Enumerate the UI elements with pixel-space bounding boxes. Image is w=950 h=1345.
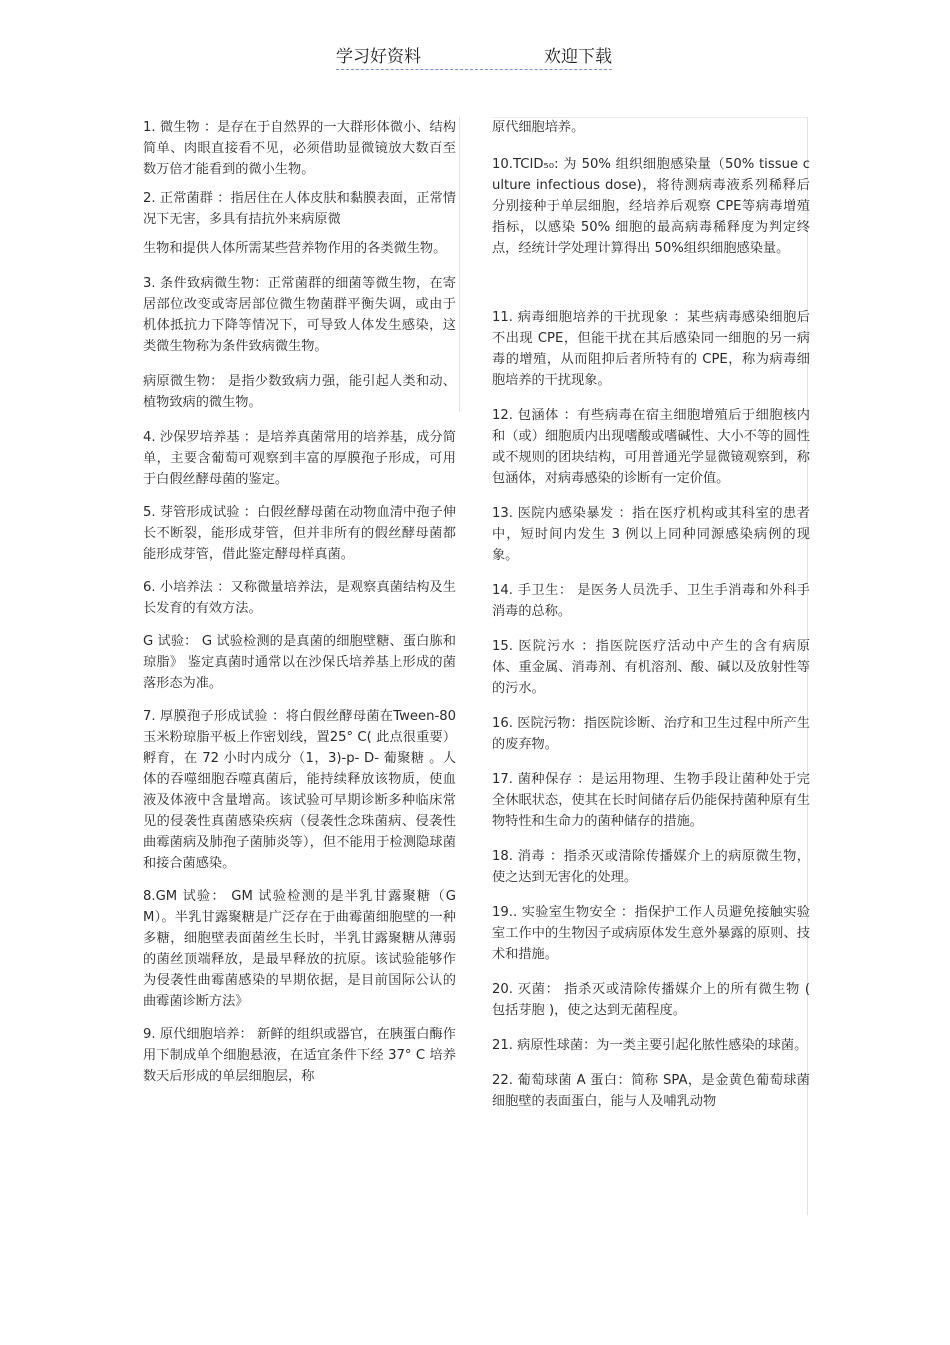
entry-6-microculture: 6. 小培养法 ：又称微量培养法，是观察真菌结构及生长发育的有效方法。	[143, 580, 456, 616]
entry-2-normal-flora-cont: 生物和提供人体所需某些营养物作用的各类微生物。	[143, 241, 447, 256]
entry-18-disinfection: 18. 消毒 ：指杀灭或清除传播媒介上的病原微生物，使之达到无害化的处理。	[492, 849, 810, 885]
entry-g-test: G 试验： G 试验检测的是真菌的细胞壁糖、蛋白胨和琼脂》 鉴定真菌时通常以在沙保氏培养基上形成的菌落形态为准。	[143, 634, 456, 691]
entry-9-primary-culture-cont: 原代细胞培养。	[492, 120, 585, 135]
header-left-text: 学习好资料	[336, 47, 421, 67]
entry-13-nosocomial-outbreak: 13. 医院内感染暴发 ：指在医疗机构或其科室的患者中，短时间内发生 3 例以上同种同源感染病例的现象。	[492, 506, 810, 563]
entry-5-germ-tube-test: 5. 芽管形成试验 ：白假丝酵母菌在动物血清中孢子伸长不断裂，能形成芽管，但并非所有的假丝酵母菌都能形成芽管，借此鉴定酵母样真菌。	[143, 505, 456, 562]
entry-19-lab-biosafety: 19.. 实验室生物安全 ：指保护工作人员避免接触实验室工作中的生物因子或病原体发生意外暴露的原则、技术和措施。	[492, 905, 810, 962]
entry-12-inclusion-body: 12. 包涵体 ：有些病毒在宿主细胞增殖后于细胞核内和（或）细胞质内出现嗜酸或嗜碱性、大小不等的圆性或不规则的团块结构，可用普通光学显微镜观察到，称包涵体，对病毒感染的诊断有一定价值。	[492, 408, 810, 486]
entry-17-strain-preservation: 17. 菌种保存 ：是运用物理、生物手段让菌种处于完全休眠状态，使其在长时间储存后仍能保持菌种原有生物特性和生命力的菌种储存的措施。	[492, 772, 810, 829]
entry-10-tcid50: 10.TCID₅₀: 为 50% 组织细胞感染量（50% tissue culture infectious dose)，将待测病毒液系列稀释后分别接种于单层细胞，经培养后观察 CPE等病毒增殖指标，以感染 50% 细胞的最高病毒稀释度为判定终点，经统计学处理计算得出 50%组织细胞感染量。	[492, 157, 810, 256]
left-column-border	[459, 117, 460, 412]
left-column	[143, 117, 456, 1087]
entry-14-hand-hygiene: 14. 手卫生： 是医务人员洗手、卫生手消毒和外科手消毒的总称。	[492, 583, 810, 619]
entry-15-hospital-sewage: 15. 医院污水 ：指医院医疗活动中产生的含有病原体、重金属、消毒剂、有机溶剂、酸、碱以及放射性等的污水。	[492, 639, 810, 696]
entry-11-interference: 11. 病毒细胞培养的干扰现象 ：某些病毒感染细胞后不出现 CPE，但能干扰在其后感染同一细胞的另一病毒的增殖，从而阻抑后者所特有的 CPE，称为病毒细胞培养的干扰现象。	[492, 310, 810, 388]
entry-16-hospital-waste: 16. 医院污物：指医院诊断、治疗和卫生过程中所产生的废弃物。	[492, 716, 810, 752]
entry-21-pyogenic-cocci: 21. 病原性球菌：为一类主要引起化脓性感染的球菌。	[492, 1038, 808, 1053]
entry-8-gm-test: 8.GM 试验： GM 试验检测的是半乳甘露聚糖（GM）。半乳甘露聚糖是广泛存在于曲霉菌细胞壁的一种多糖，细胞壁表面菌丝生长时，半乳甘露聚糖从薄弱的菌丝顶端释放，是最早释放的抗原。该试验能够作为侵袭性曲霉菌感染的早期依据，是目前国际公认的曲霉菌诊断方法》	[143, 889, 456, 1009]
page-header	[336, 42, 612, 70]
entry-4-sabouraud-medium: 4. 沙保罗培养基 ：是培养真菌常用的培养基，成分简单，主要含葡萄可观察到丰富的厚膜孢子形成，可用于白假丝酵母菌的鉴定。	[143, 430, 456, 487]
right-column	[492, 117, 810, 1112]
entry-7-chlamydospore-test: 7. 厚膜孢子形成试验 ：将白假丝酵母菌在Tween-80 玉米粉琼脂平板上作密划线，置25° C( 此点很重要）孵育，在 72 小时内成分（1，3)-p- D- 葡聚糖 。人体的吞噬细胞吞噬真菌后，能持续释放该物质，使血液及体液中含量增高。该试验可早期诊断多种临床常见的侵袭性真菌感染疾病（侵袭性念珠菌病、侵袭性曲霉菌病及肺孢子菌肺炎等），但不能用于检测隐球菌和接合菌感染。	[143, 709, 456, 871]
entry-1-microorganism: 1. 微生物 ：是存在于自然界的一大群形体微小、结构简单、肉眼直接看不见，必须借助显微镜放大数百至数万倍才能看到的微小生物。	[143, 120, 456, 177]
entry-20-sterilization: 20. 灭菌： 指杀灭或清除传播媒介上的所有微生物 ( 包括芽胞 )，使之达到无菌程度。	[492, 982, 810, 1018]
entry-9-primary-culture: 9. 原代细胞培养： 新鲜的组织或器官，在胰蛋白酶作用下制成单个细胞悬液，在适宜条件下经 37° C 培养数天后形成的单层细胞层，称	[143, 1027, 456, 1084]
header-right-text: 欢迎下载	[544, 47, 612, 67]
entry-2-normal-flora: 2. 正常菌群 ：指居住在人体皮肤和黏膜表面，正常情况下无害，多具有拮抗外来病原微	[143, 191, 456, 227]
entry-22-spa: 22. 葡萄球菌 A 蛋白：简称 SPA，是金黄色葡萄球菌细胞壁的表面蛋白，能与人及哺乳动物	[492, 1073, 810, 1109]
entry-3-opportunistic-microbe: 3. 条件致病微生物：正常菌群的细菌等微生物，在寄居部位改变或寄居部位微生物菌群平衡失调，或由于机体抵抗力下降等情况下，可导致人体发生感染，这类微生物称为条件致病微生物。	[143, 276, 456, 354]
entry-pathogenic-microbe: 病原微生物： 是指少数致病力强，能引起人类和动、植物致病的微生物。	[143, 374, 456, 410]
